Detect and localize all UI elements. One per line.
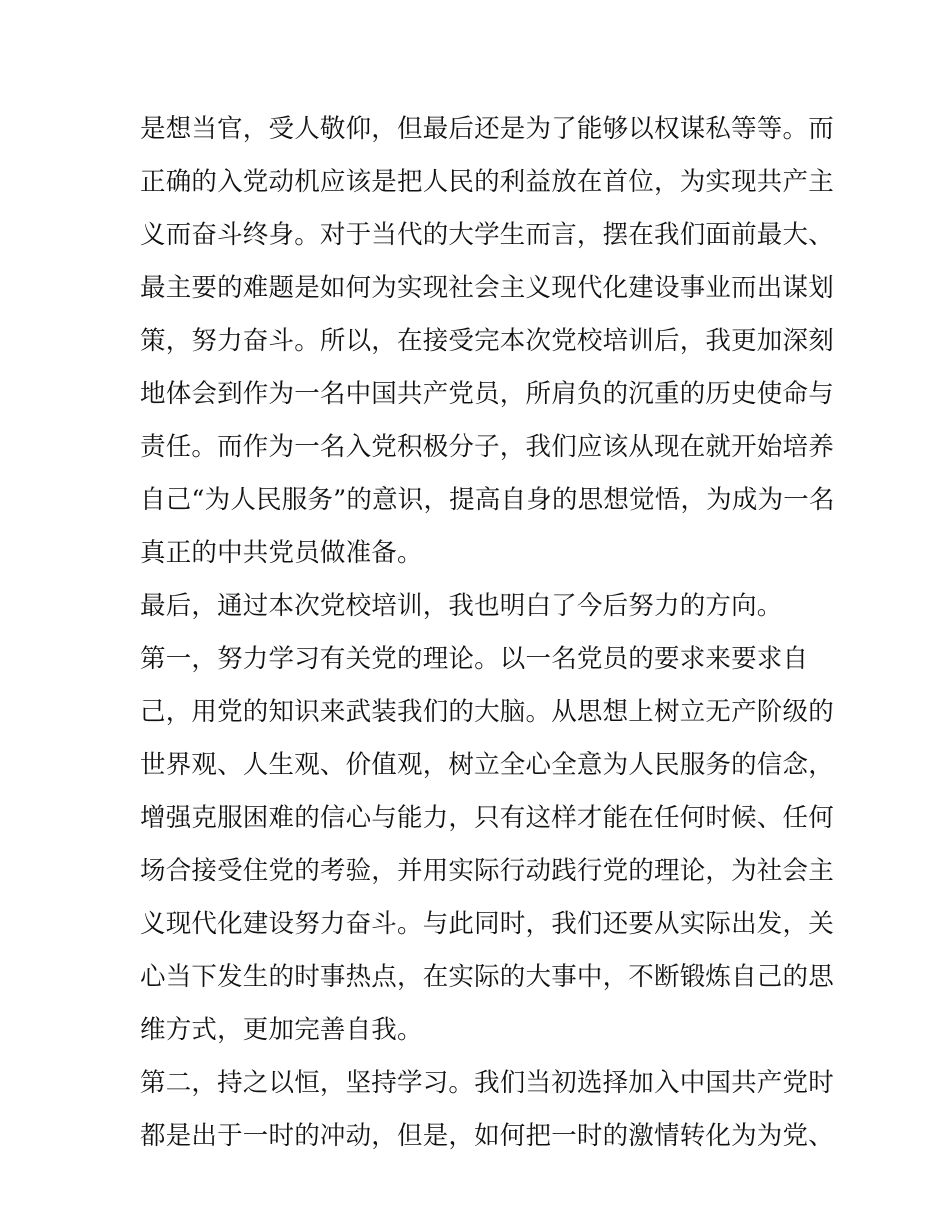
text-line: 第二，持之以恒，坚持学习。我们当初选择加入中国共产党时 <box>140 1068 834 1098</box>
text-line: 都是出于一时的冲动，但是，如何把一时的激情转化为为党、 <box>140 1121 834 1151</box>
text-line: 正确的入党动机应该是把人民的利益放在首位，为实现共产主 <box>140 167 834 197</box>
text-line: 维方式，更加完善自我。 <box>140 1015 423 1045</box>
text-line: 最主要的难题是如何为实现社会主义现代化建设事业而出谋划 <box>140 273 834 303</box>
text-line: 义现代化建设努力奋斗。与此同时，我们还要从实际出发，关 <box>140 909 834 939</box>
text-line: 自己“为人民服务”的意识，提高自身的思想觉悟，为成为一名 <box>140 485 835 515</box>
text-line: 己，用党的知识来武装我们的大脑。从思想上树立无产阶级的 <box>140 697 834 727</box>
document-body <box>140 103 835 1163</box>
text-line: 最后，通过本次党校培训，我也明白了今后努力的方向。 <box>140 591 783 621</box>
text-line: 世界观、人生观、价值观，树立全心全意为人民服务的信念， <box>140 750 834 780</box>
text-line: 增强克服困难的信心与能力，只有这样才能在任何时候、任何 <box>140 803 834 833</box>
text-line: 场合接受住党的考验，并用实际行动践行党的理论，为社会主 <box>140 856 834 886</box>
text-line: 地体会到作为一名中国共产党员，所肩负的沉重的历史使命与 <box>140 379 834 409</box>
text-line: 是想当官，受人敬仰，但最后还是为了能够以权谋私等等。而 <box>140 114 834 144</box>
text-line: 策，努力奋斗。所以，在接受完本次党校培训后，我更加深刻 <box>140 326 834 356</box>
text-line: 真正的中共党员做准备。 <box>140 538 423 568</box>
text-line: 心当下发生的时事热点，在实际的大事中，不断锻炼自己的思 <box>140 962 834 992</box>
text-line: 责任。而作为一名入党积极分子，我们应该从现在就开始培养 <box>140 432 834 462</box>
text-line: 第一，努力学习有关党的理论。以一名党员的要求来要求自 <box>140 644 809 674</box>
text-line: 义而奋斗终身。对于当代的大学生而言，摆在我们面前最大、 <box>140 220 834 250</box>
